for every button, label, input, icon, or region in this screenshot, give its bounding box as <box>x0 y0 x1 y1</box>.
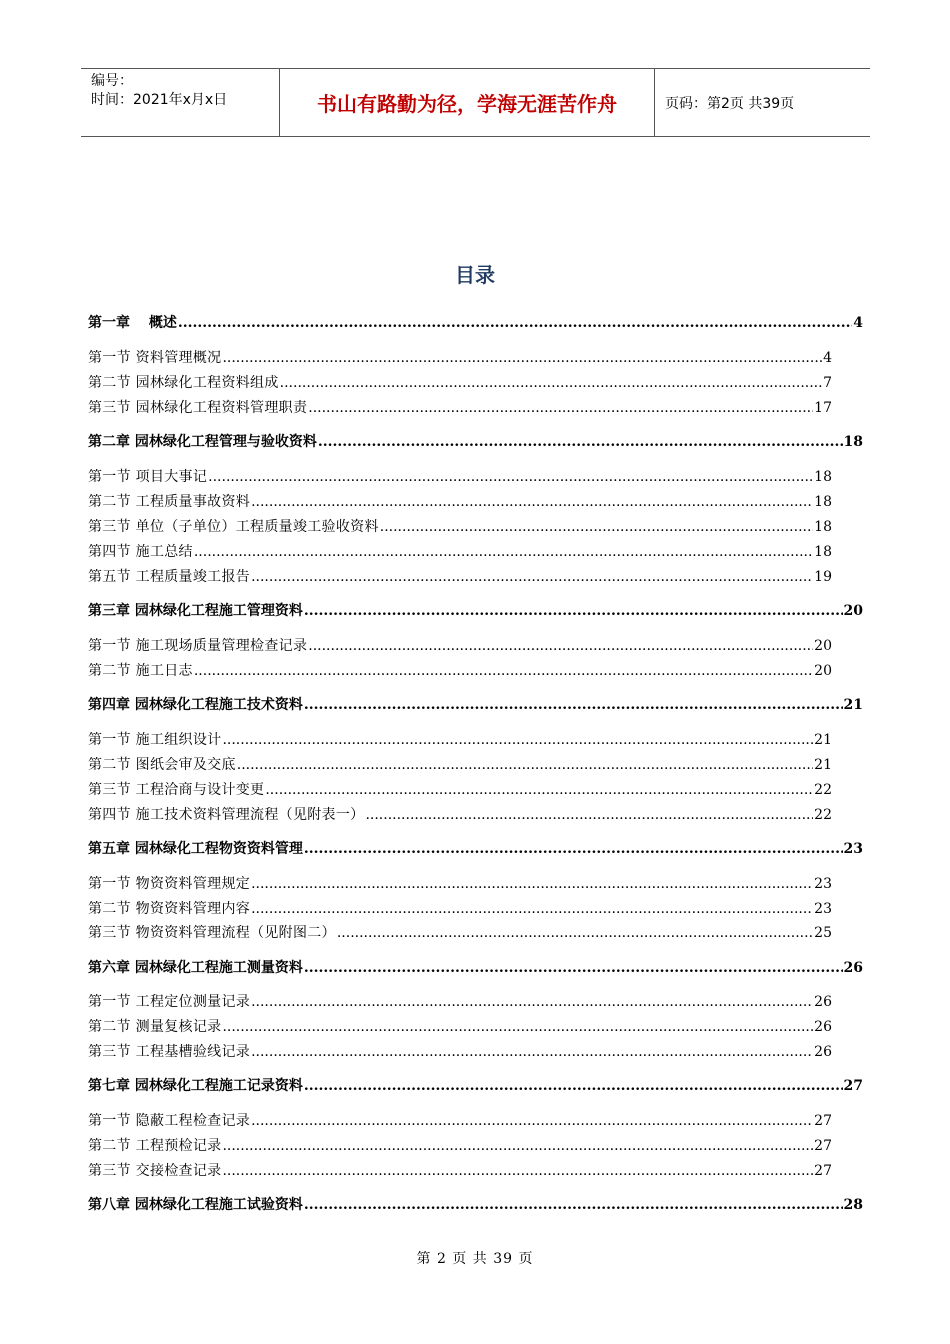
toc-entry-label: 第三节 工程基槽验线记录 <box>88 1044 251 1060</box>
toc-dot-leader <box>280 375 822 391</box>
toc-dot-leader <box>251 494 813 510</box>
toc-section-entry[interactable] <box>88 541 832 561</box>
toc-entry-label: 第四章 园林绿化工程施工技术资料 <box>88 697 303 713</box>
toc-entry-label: 第一节 施工组织设计 <box>88 732 222 748</box>
toc-section-entry[interactable] <box>88 729 832 749</box>
toc-entry-label: 第三章 园林绿化工程施工管理资料 <box>88 603 303 619</box>
toc-page-number: 20 <box>814 638 832 654</box>
toc-page-number: 18 <box>814 544 832 560</box>
toc-dot-leader <box>222 1019 813 1035</box>
toc-chapter-entry[interactable] <box>88 1194 863 1214</box>
toc-entry-label: 第二节 物资资料管理内容 <box>88 901 251 917</box>
toc-dot-leader <box>222 350 822 366</box>
toc-dot-leader <box>178 315 852 331</box>
toc-dot-leader <box>304 841 843 857</box>
toc-section-entry[interactable] <box>88 635 832 655</box>
toc-dot-leader <box>304 697 843 713</box>
toc-page-number: 21 <box>843 697 863 713</box>
toc-dot-leader <box>337 925 813 941</box>
toc-dot-leader <box>380 519 813 535</box>
header-page-info: 页码：第2页 共39页 <box>665 95 795 112</box>
toc-page-number: 7 <box>823 375 832 391</box>
toc-dot-leader <box>251 901 813 917</box>
toc-page-number: 27 <box>814 1113 832 1129</box>
toc-page-number: 26 <box>814 994 832 1010</box>
toc-chapter-entry[interactable] <box>88 838 863 858</box>
toc-page-number: 23 <box>814 901 832 917</box>
toc-page-number: 19 <box>814 569 832 585</box>
toc-dot-leader <box>251 876 813 892</box>
toc-page-number: 21 <box>814 732 832 748</box>
toc-entry-label: 第二节 工程预检记录 <box>88 1138 222 1154</box>
toc-entry-label: 第一节 施工现场质量管理检查记录 <box>88 638 308 654</box>
toc-dot-leader <box>251 1113 813 1129</box>
toc-page-number: 25 <box>814 925 832 941</box>
document-time: 时间：2021年x月x日 <box>91 92 228 108</box>
toc-dot-leader <box>222 1138 813 1154</box>
toc-entry-label: 第二节 图纸会审及交底 <box>88 757 236 773</box>
toc-section-entry[interactable] <box>88 1110 832 1130</box>
toc-entry-label: 第一章 概述 <box>88 315 177 331</box>
toc-dot-leader <box>265 782 813 798</box>
toc-chapter-entry[interactable] <box>88 1075 863 1095</box>
toc-dot-leader <box>304 1078 843 1094</box>
toc-chapter-entry[interactable] <box>88 694 863 714</box>
toc-entry-label: 第四节 施工总结 <box>88 544 193 560</box>
toc-dot-leader <box>308 638 813 654</box>
page-header <box>81 68 870 137</box>
toc-section-entry[interactable] <box>88 372 832 392</box>
toc-chapter-entry[interactable] <box>88 600 863 620</box>
toc-section-entry[interactable] <box>88 566 832 586</box>
toc-chapter-entry[interactable] <box>88 957 863 977</box>
toc-page-number: 21 <box>814 757 832 773</box>
toc-entry-label: 第四节 施工技术资料管理流程（见附表一） <box>88 807 365 823</box>
toc-dot-leader <box>251 994 813 1010</box>
toc-entry-label: 第一节 物资资料管理规定 <box>88 876 251 892</box>
toc-section-entry[interactable] <box>88 922 832 942</box>
toc-entry-label: 第二节 测量复核记录 <box>88 1019 222 1035</box>
toc-section-entry[interactable] <box>88 516 832 536</box>
toc-chapter-entry[interactable] <box>88 431 863 451</box>
toc-entry-label: 第二节 工程质量事故资料 <box>88 494 251 510</box>
toc-section-entry[interactable] <box>88 1041 832 1061</box>
toc-entry-label: 第三节 工程洽商与设计变更 <box>88 782 265 798</box>
toc-entry-label: 第六章 园林绿化工程施工测量资料 <box>88 960 303 976</box>
toc-page-number: 23 <box>814 876 832 892</box>
toc-section-entry[interactable] <box>88 1016 832 1036</box>
toc-page-number: 26 <box>814 1019 832 1035</box>
toc-page-number: 20 <box>843 603 863 619</box>
toc-entry-label: 第三节 单位（子单位）工程质量竣工验收资料 <box>88 519 379 535</box>
toc-dot-leader <box>308 400 813 416</box>
toc-title: 目录 <box>455 263 495 287</box>
toc-page-number: 28 <box>843 1197 863 1213</box>
toc-dot-leader <box>222 1163 813 1179</box>
toc-page-number: 23 <box>843 841 863 857</box>
toc-section-entry[interactable] <box>88 397 832 417</box>
toc-section-entry[interactable] <box>88 1160 832 1180</box>
toc-dot-leader <box>208 469 813 485</box>
toc-section-entry[interactable] <box>88 779 832 799</box>
toc-page-number: 18 <box>814 519 832 535</box>
toc-section-entry[interactable] <box>88 466 832 486</box>
toc-dot-leader <box>251 1044 813 1060</box>
toc-entry-label: 第二节 施工日志 <box>88 663 193 679</box>
toc-entry-label: 第一节 隐蔽工程检查记录 <box>88 1113 251 1129</box>
toc-section-entry[interactable] <box>88 660 832 680</box>
toc-dot-leader <box>194 544 813 560</box>
toc-dot-leader <box>237 757 813 773</box>
toc-section-entry[interactable] <box>88 1135 832 1155</box>
toc-page-number: 26 <box>814 1044 832 1060</box>
toc-page-number: 27 <box>814 1138 832 1154</box>
toc-dot-leader <box>318 434 843 450</box>
toc-section-entry[interactable] <box>88 491 832 511</box>
toc-page-number: 22 <box>814 782 832 798</box>
page-footer: 第 2 页 共 39 页 <box>416 1251 534 1267</box>
toc-page-number: 4 <box>823 350 832 366</box>
toc-entry-label: 第八章 园林绿化工程施工试验资料 <box>88 1197 303 1213</box>
toc-section-entry[interactable] <box>88 991 832 1011</box>
toc-section-entry[interactable] <box>88 873 832 893</box>
toc-entry-label: 第三节 园林绿化工程资料管理职责 <box>88 400 308 416</box>
header-meta <box>81 69 280 136</box>
toc-entry-label: 第五章 园林绿化工程物资资料管理 <box>88 841 303 857</box>
toc-page-number: 22 <box>814 807 832 823</box>
toc-page-number: 4 <box>853 315 863 331</box>
toc-entry-label: 第三节 交接检查记录 <box>88 1163 222 1179</box>
toc-dot-leader <box>365 807 813 823</box>
toc-entry-label: 第五节 工程质量竣工报告 <box>88 569 251 585</box>
toc-chapter-entry[interactable] <box>88 312 863 332</box>
toc-page-number: 18 <box>814 469 832 485</box>
toc-dot-leader <box>251 569 813 585</box>
toc-entry-label: 第七章 园林绿化工程施工记录资料 <box>88 1078 303 1094</box>
toc-entry-label: 第二章 园林绿化工程管理与验收资料 <box>88 434 317 450</box>
toc-dot-leader <box>304 1197 843 1213</box>
toc-entry-label: 第三节 物资资料管理流程（见附图二） <box>88 925 336 941</box>
header-motto: 书山有路勤为径，学海无涯苦作舟 <box>280 69 655 136</box>
toc-section-entry[interactable] <box>88 754 832 774</box>
toc-entry-label: 第一节 项目大事记 <box>88 469 208 485</box>
toc-dot-leader <box>304 960 843 976</box>
toc-page-number: 18 <box>814 494 832 510</box>
toc-entry-label: 第二节 园林绿化工程资料组成 <box>88 375 279 391</box>
toc-page-number: 27 <box>814 1163 832 1179</box>
toc-entry-label: 第一节 资料管理概况 <box>88 350 222 366</box>
toc-page-number: 18 <box>843 434 863 450</box>
toc-section-entry[interactable] <box>88 898 832 918</box>
document-number-label: 编号： <box>91 73 133 89</box>
toc-entry-label: 第一节 工程定位测量记录 <box>88 994 251 1010</box>
toc-page-number: 26 <box>843 960 863 976</box>
toc-section-entry[interactable] <box>88 804 832 824</box>
toc-page-number: 17 <box>814 400 832 416</box>
toc-page-number: 20 <box>814 663 832 679</box>
toc-page-number: 27 <box>843 1078 863 1094</box>
toc-dot-leader <box>304 603 843 619</box>
toc-dot-leader <box>194 663 813 679</box>
toc-section-entry[interactable] <box>88 347 832 367</box>
toc-dot-leader <box>222 732 813 748</box>
